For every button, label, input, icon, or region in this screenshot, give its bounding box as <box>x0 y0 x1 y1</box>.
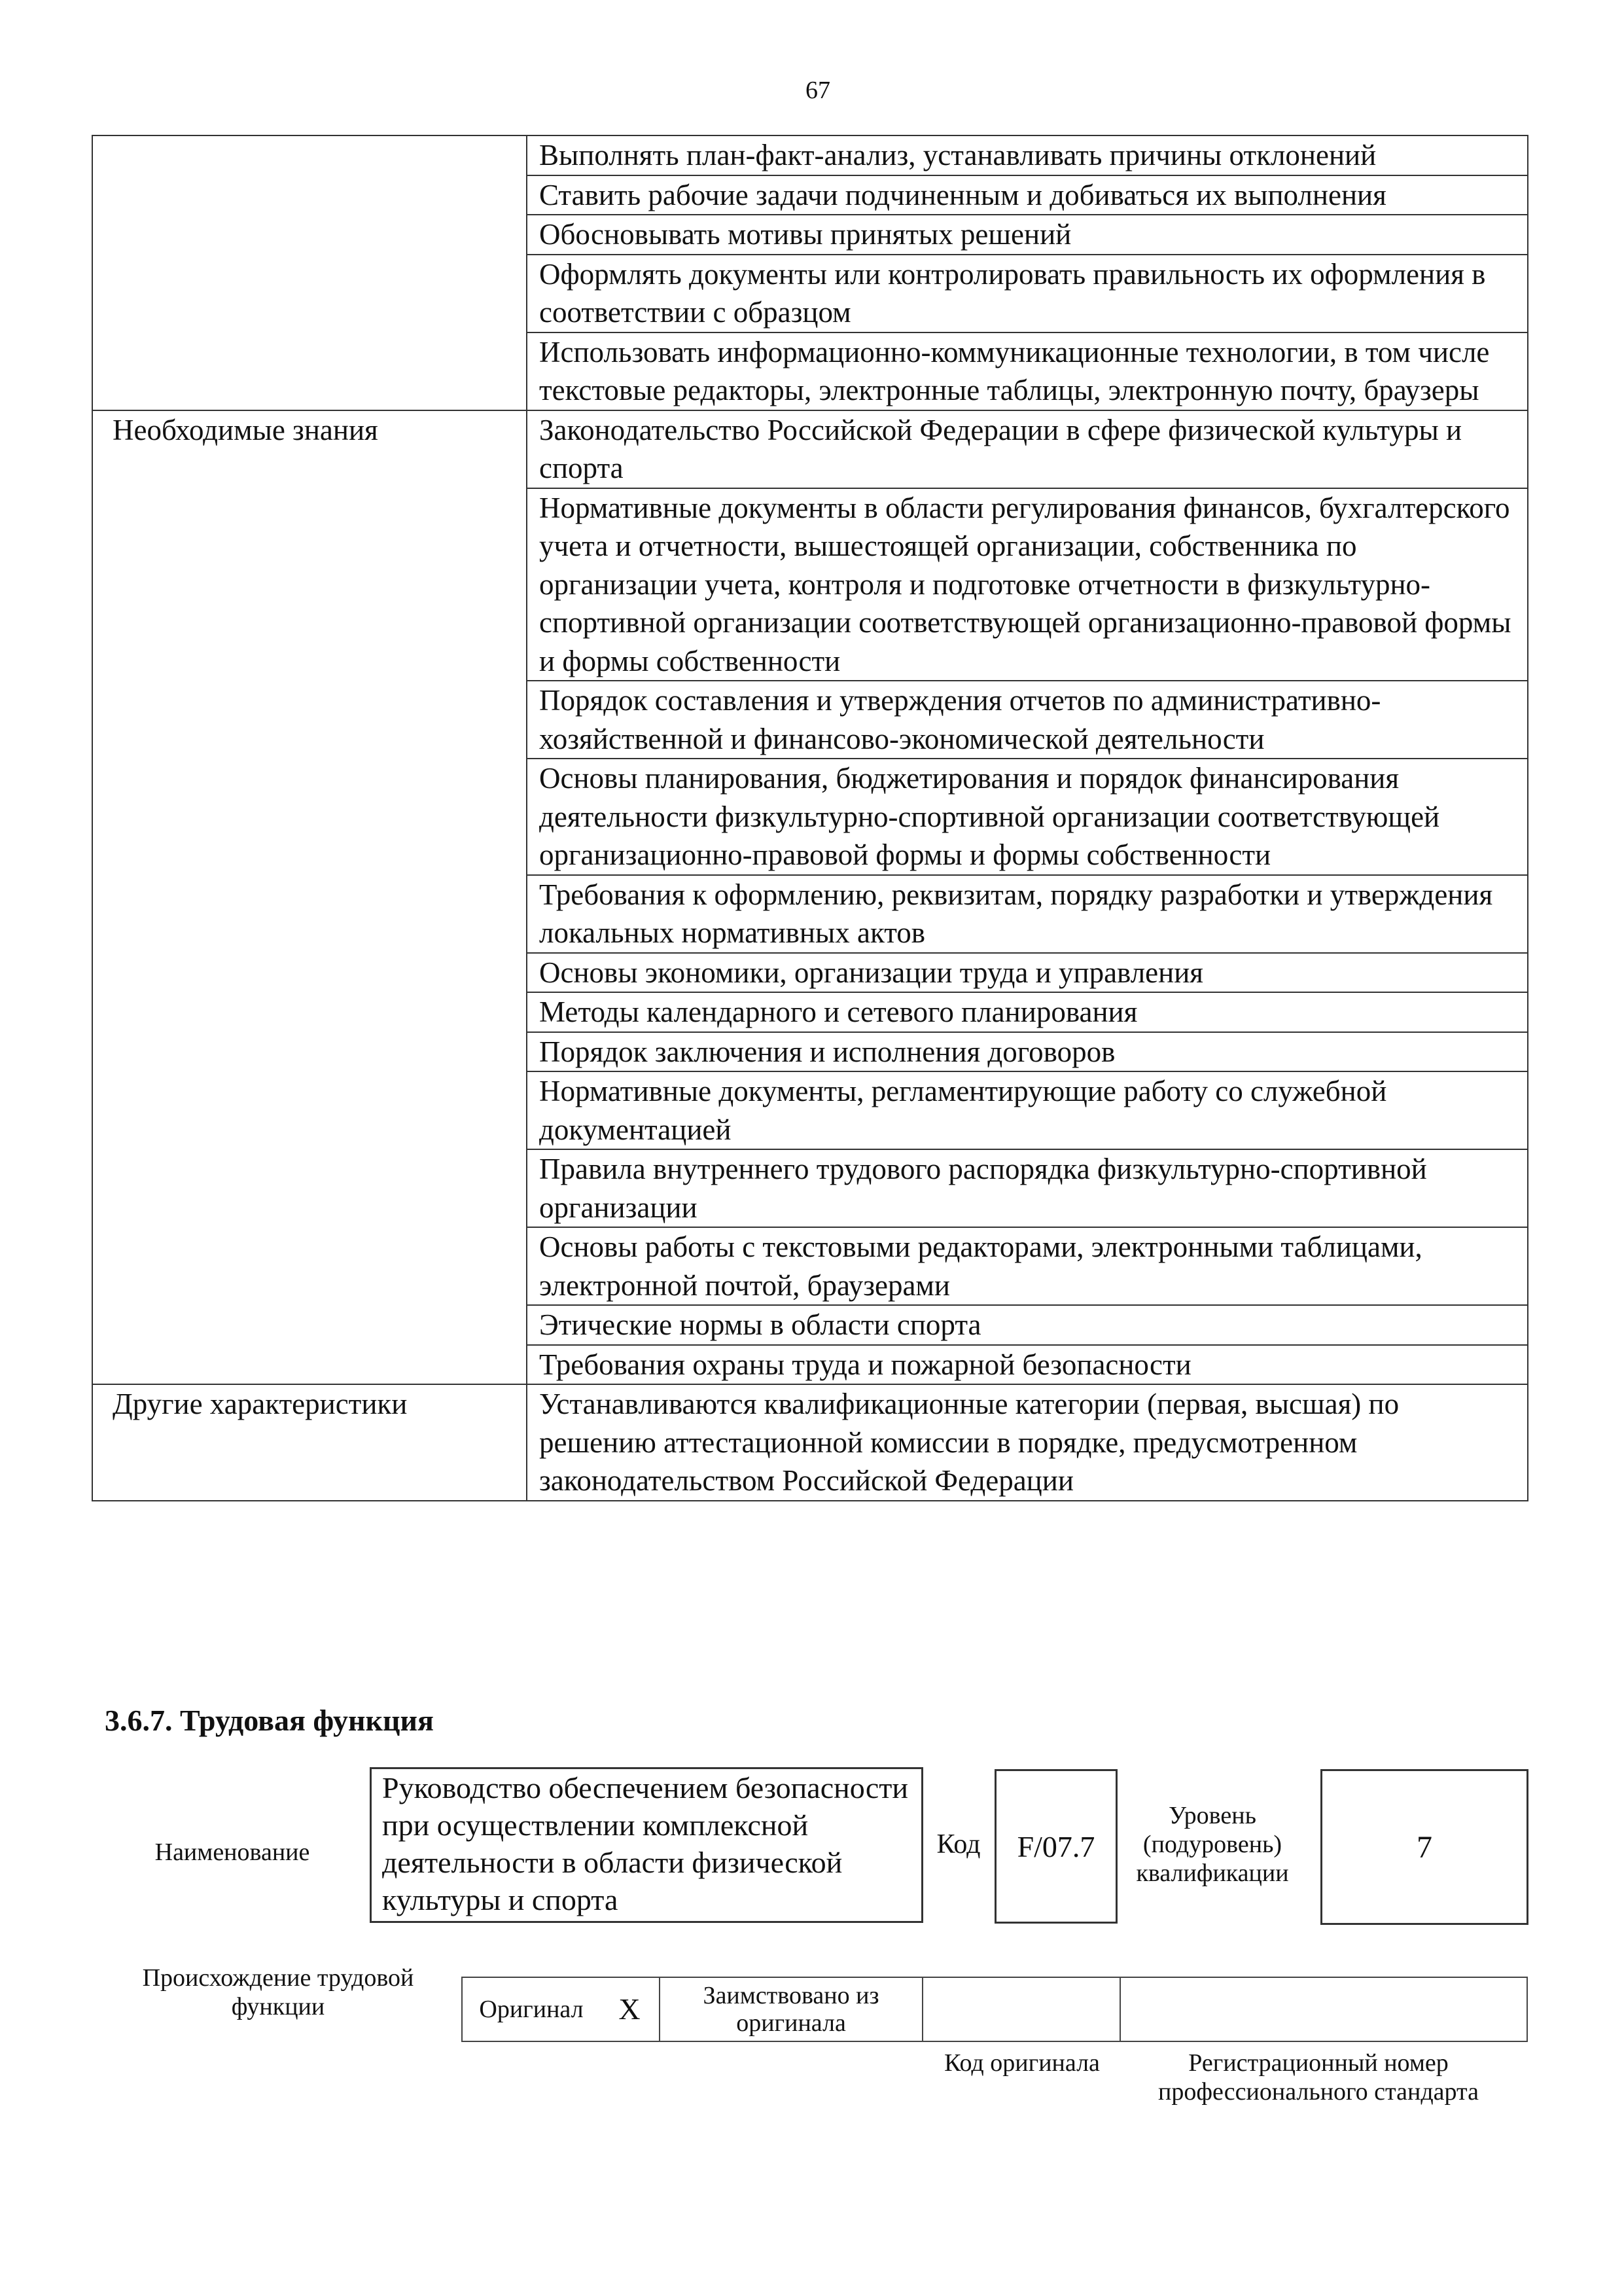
knowledge-row: Основы экономики, организации труда и управления <box>527 953 1528 993</box>
kod-label: Код <box>936 1829 981 1859</box>
level-box <box>1320 1769 1528 1925</box>
knowledge-row: Требования охраны труда и пожарной безопасности <box>527 1345 1528 1385</box>
kod-value: F/07.7 <box>1017 1829 1095 1863</box>
knowledge-row: Порядок составления и утверждения отчетов по административно-хозяйственной и финансово-экономической деятельности <box>527 681 1528 759</box>
qualification-table <box>92 135 1528 1501</box>
naim-value: Руководство обеспечением безопасности при осуществлении комплексной деятельности в области физической культуры и спорта <box>382 1771 909 1916</box>
original-cell: Оригинал <box>462 1977 600 2041</box>
borrowed-cell: Заимствовано из оригинала <box>660 1977 923 2041</box>
table-row <box>462 1977 1527 2041</box>
knowledge-row: Этические нормы в области спорта <box>527 1305 1528 1345</box>
origin-table <box>461 1977 1528 2042</box>
skills-label-cell <box>92 135 527 410</box>
code-caption: Код оригинала <box>944 2049 1100 2077</box>
other-label: Другие характеристики <box>92 1384 527 1501</box>
table-row <box>92 1384 1528 1501</box>
knowledge-row: Требования к оформлению, реквизитам, порядку разработки и утверждения локальных нормативных актов <box>527 875 1528 953</box>
section-title: 3.6.7. Трудовая функция <box>105 1704 434 1737</box>
table-row <box>92 410 1528 488</box>
knowledge-row: Методы календарного и сетевого планирования <box>527 992 1528 1032</box>
reg-number-cell <box>1120 1977 1527 2041</box>
origin-label: Происхождение трудовой функции <box>142 1964 414 2020</box>
knowledge-row: Правила внутреннего трудового распорядка физкультурно-спортивной организации <box>527 1149 1528 1227</box>
page-number: 67 <box>805 77 830 104</box>
kod-box <box>995 1769 1118 1924</box>
knowledge-row: Основы планирования, бюджетирования и порядок финансирования деятельности физкультурно-спортивной организации соответствующей организационно-правовой формы и формы собственности <box>527 759 1528 875</box>
code-original-cell <box>923 1977 1120 2041</box>
level-label: Уровень (подуровень) квалификации <box>1136 1802 1289 1887</box>
skill-row: Использовать информационно-коммуникационные технологии, в том числе текстовые редакторы, электронные таблицы, электронную почту, браузеры <box>527 332 1528 410</box>
table-row <box>92 135 1528 175</box>
knowledge-row: Порядок заключения и исполнения договоров <box>527 1032 1528 1072</box>
other-text: Устанавливаются квалификационные категории (первая, высшая) по решению аттестационной комиссии в порядке, предусмотренном законодательством Российской Федерации <box>527 1384 1528 1501</box>
naim-box <box>370 1767 923 1923</box>
skill-row: Оформлять документы или контролировать правильность их оформления в соответствии с образцом <box>527 255 1528 332</box>
level-value: 7 <box>1417 1829 1432 1865</box>
reg-caption: Регистрационный номер профессионального стандарта <box>1158 2049 1479 2106</box>
knowledge-label: Необходимые знания <box>92 410 527 1385</box>
skill-row: Выполнять план-факт-анализ, устанавливать причины отклонений <box>527 135 1528 175</box>
knowledge-row: Нормативные документы, регламентирующие работу со служебной документацией <box>527 1071 1528 1149</box>
original-mark: X <box>600 1977 660 2041</box>
naim-label: Наименование <box>154 1839 310 1866</box>
knowledge-row: Нормативные документы в области регулирования финансов, бухгалтерского учета и отчетности, вышестоящей организации, собственника по организации учета, контроля и подготовке отчетности в физкультурно-спортивной организации соответствующей организационно-правовой формы и формы собственности <box>527 488 1528 681</box>
skill-row: Ставить рабочие задачи подчиненным и добиваться их выполнения <box>527 175 1528 215</box>
knowledge-row: Законодательство Российской Федерации в сфере физической культуры и спорта <box>527 410 1528 488</box>
knowledge-row: Основы работы с текстовыми редакторами, электронными таблицами, электронной почтой, браузерами <box>527 1227 1528 1305</box>
skill-row: Обосновывать мотивы принятых решений <box>527 215 1528 255</box>
